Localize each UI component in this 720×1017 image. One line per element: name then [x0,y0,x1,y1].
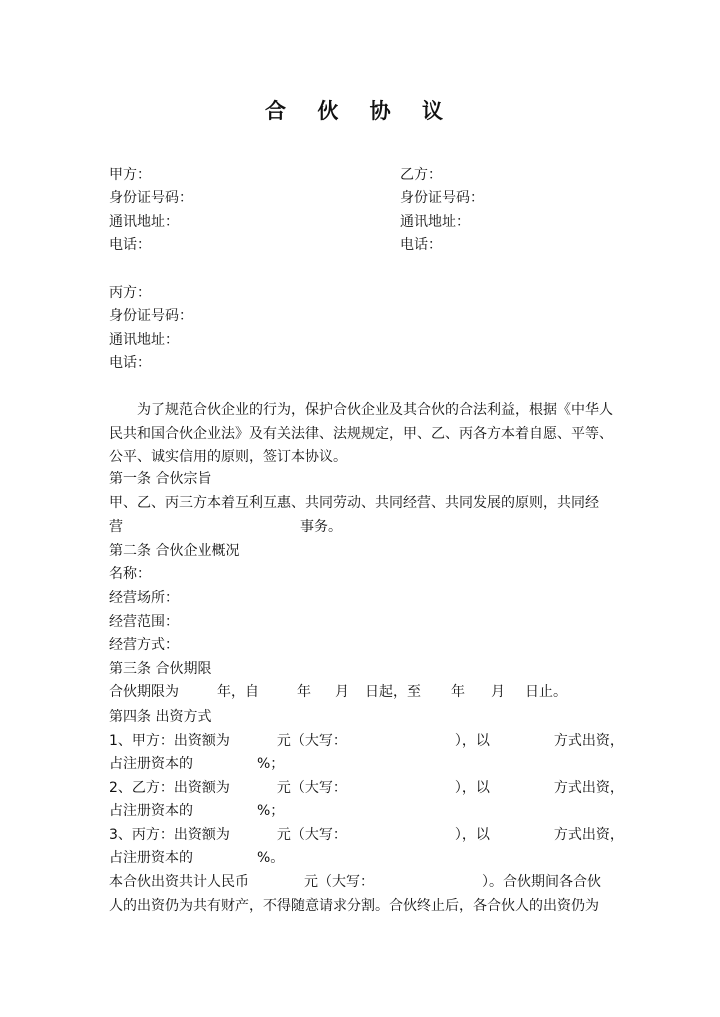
total-suffix: ）。合伙期间各合伙 [482,874,601,890]
enterprise-name-label: 名称： [109,566,151,582]
contribution-method-suffix: 方式出资， [553,827,624,843]
ratio-suffix: %； [257,756,285,772]
contribution-party-c [109,826,624,844]
term-part: 年，自 [217,684,259,700]
business-mode-label: 经营方式： [109,637,179,653]
contribution-method-suffix: 方式出资， [553,733,624,749]
contribution-party-a-ratio [109,755,284,773]
article-3-heading: 第三条 合伙期限 [109,661,212,677]
ratio-suffix: %。 [257,850,285,866]
ratio-label: 占注册资本的 [109,756,193,772]
contribution-method-label: ），以 [454,780,490,796]
term-part: 日起，至 [365,684,421,700]
party-a-id-label: 身份证号码： [109,190,193,206]
party-a-address-label: 通讯地址： [109,214,179,230]
party-b-address-label: 通讯地址： [400,214,470,230]
article-2-heading: 第二条 合伙企业概况 [109,543,240,559]
contribution-party-a [109,732,624,750]
term-part: 年 [297,684,311,700]
party-c-address-label: 通讯地址： [109,332,179,348]
term-part: 年 [451,684,465,700]
total-uppercase-label: 元（大写： [304,874,374,890]
article-1-line-2-end: 事务。 [300,519,342,535]
contribution-amount-label: 3、丙方：出资额为 [109,827,230,843]
term-part: 日止。 [525,684,567,700]
party-a-phone-label: 电话： [109,237,151,253]
article-1-line-2-start: 营 [109,519,123,535]
contribution-uppercase-label: 元（大写： [276,780,347,796]
contribution-party-b-ratio [109,802,284,820]
party-c-phone-label: 电话： [109,355,151,371]
article-1-line-2 [109,518,342,536]
contribution-method-label: ），以 [454,827,490,843]
term-part: 月 [335,684,349,700]
total-contribution-line-2: 人的出资仍为共有财产，不得随意请求分割。合伙终止后，各合伙人的出资仍为 [109,898,599,914]
contribution-amount-label: 2、乙方：出资额为 [109,780,230,796]
preamble-paragraph: 为了规范合伙企业的行为，保护合伙企业及其合伙的合法利益，根据《中华人民共和国合伙企业法》及有关法律、法规规定，甲、乙、丙各方本着自愿、平等、公平、诚实信用的原则，签订本协议。 [109,402,613,465]
business-place-label: 经营场所： [109,590,179,606]
party-c-label: 丙方： [109,285,151,301]
ratio-label: 占注册资本的 [109,850,193,866]
party-b-label: 乙方： [400,167,442,183]
term-part: 合伙期限为 [109,684,179,700]
document-title: 合 伙 协 议 [265,98,455,123]
business-scope-label: 经营范围： [109,614,179,630]
partnership-term-line [109,683,567,701]
contribution-party-b [109,779,624,797]
article-1-heading: 第一条 合伙宗旨 [109,471,212,487]
contribution-party-c-ratio [109,849,284,867]
contribution-amount-label: 1、甲方：出资额为 [109,733,230,749]
party-c-id-label: 身份证号码： [109,308,193,324]
party-b-id-label: 身份证号码： [400,190,484,206]
party-b-phone-label: 电话： [400,237,442,253]
party-a-label: 甲方： [109,167,151,183]
article-4-heading: 第四条 出资方式 [109,709,212,725]
ratio-label: 占注册资本的 [109,803,193,819]
contribution-method-label: ），以 [454,733,490,749]
ratio-suffix: %； [257,803,285,819]
term-part: 月 [491,684,505,700]
contribution-uppercase-label: 元（大写： [276,827,347,843]
article-1-line-1: 甲、乙、丙三方本着互利互惠、共同劳动、共同经营、共同发展的原则，共同经 [109,495,599,511]
total-label: 本合伙出资共计人民币 [109,874,249,890]
total-contribution-line [109,873,601,891]
contribution-method-suffix: 方式出资， [553,780,624,796]
contribution-uppercase-label: 元（大写： [276,733,347,749]
